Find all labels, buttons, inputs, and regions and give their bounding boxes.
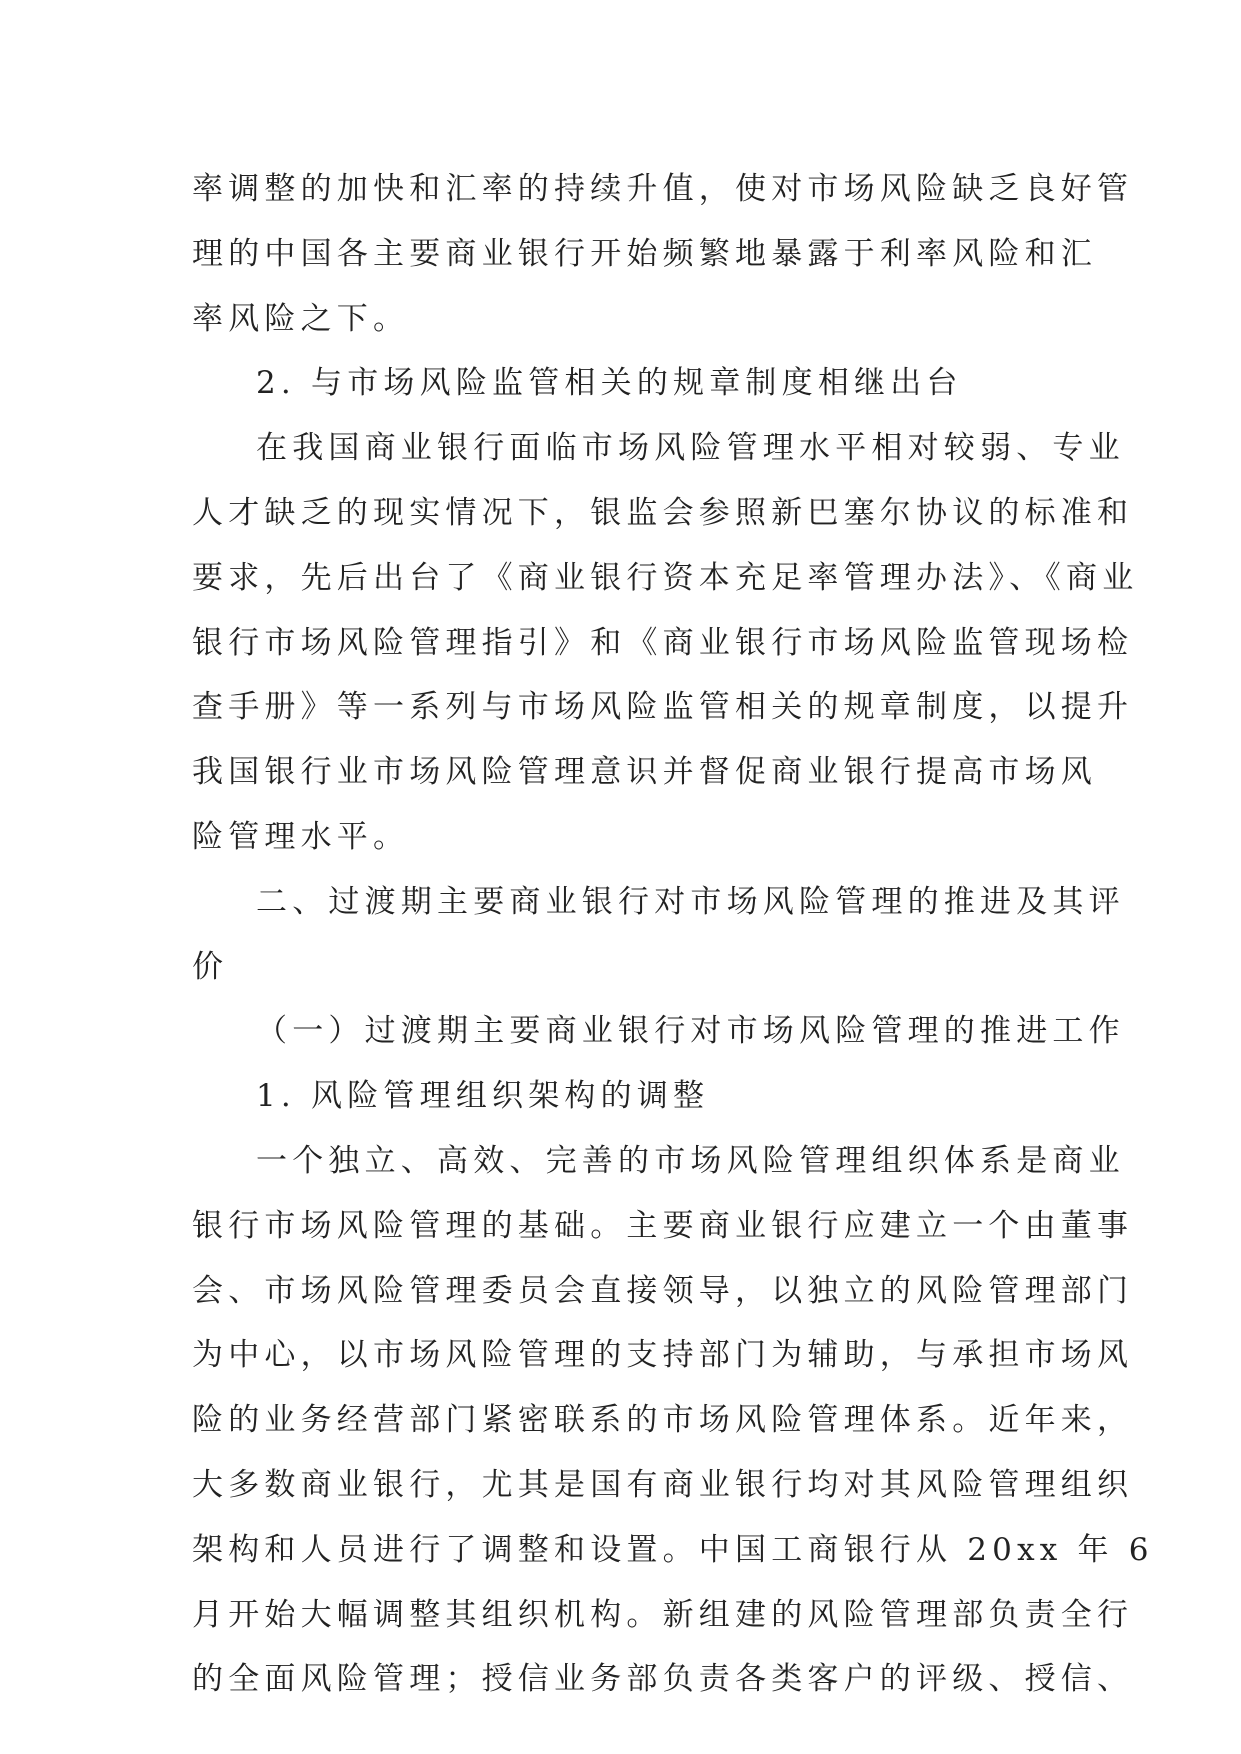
- paragraph-line: 人才缺乏的现实情况下，银监会参照新巴塞尔协议的标准和: [192, 494, 1134, 531]
- paragraph-line: 会、市场风险管理委员会直接领导，以独立的风险管理部门: [192, 1272, 1134, 1309]
- paragraph-line: 在我国商业银行面临市场风险管理水平相对较弱、专业: [256, 430, 1125, 467]
- paragraph-line: 险的业务经营部门紧密联系的市场风险管理体系。近年来，: [192, 1402, 1134, 1439]
- paragraph-line: 要求，先后出台了《商业银行资本充足率管理办法》、《商业: [192, 559, 1139, 596]
- chapter-heading-continued: 价: [192, 948, 229, 985]
- subsection-heading: （一）过渡期主要商业银行对市场风险管理的推进工作: [256, 1013, 1125, 1050]
- paragraph-line: 我国银行业市场风险管理意识并督促商业银行提高市场风: [192, 754, 1097, 791]
- paragraph-line: 为中心，以市场风险管理的支持部门为辅助，与承担市场风: [192, 1337, 1134, 1374]
- paragraph-line: 率风险之下。: [192, 300, 410, 337]
- section-heading: 1. 风险管理组织架构的调整: [256, 1078, 710, 1115]
- paragraph-line: 理的中国各主要商业银行开始频繁地暴露于利率风险和汇: [192, 235, 1097, 272]
- paragraph-line: 银行市场风险管理指引》和《商业银行市场风险监管现场检: [192, 624, 1134, 661]
- paragraph-line: 银行市场风险管理的基础。主要商业银行应建立一个由董事: [192, 1207, 1134, 1244]
- paragraph-line: 架构和人员进行了调整和设置。中国工商银行从 20xx 年 6: [192, 1531, 1154, 1568]
- paragraph-line: 一个独立、高效、完善的市场风险管理组织体系是商业: [256, 1142, 1125, 1179]
- paragraph-line: 险管理水平。: [192, 818, 410, 855]
- body-text: [192, 157, 1154, 1712]
- paragraph-line: 大多数商业银行，尤其是国有商业银行均对其风险管理组织: [192, 1466, 1134, 1503]
- paragraph-line: 查手册》等一系列与市场风险监管相关的规章制度，以提升: [192, 689, 1134, 726]
- section-heading: 2. 与市场风险监管相关的规章制度相继出台: [256, 365, 963, 402]
- paragraph-line: 月开始大幅调整其组织机构。新组建的风险管理部负责全行: [192, 1596, 1134, 1633]
- paragraph-line: 的全面风险管理；授信业务部负责各类客户的评级、授信、: [192, 1661, 1134, 1698]
- chapter-heading: 二、过渡期主要商业银行对市场风险管理的推进及其评: [256, 883, 1125, 920]
- paragraph-line: 率调整的加快和汇率的持续升值，使对市场风险缺乏良好管: [192, 171, 1134, 207]
